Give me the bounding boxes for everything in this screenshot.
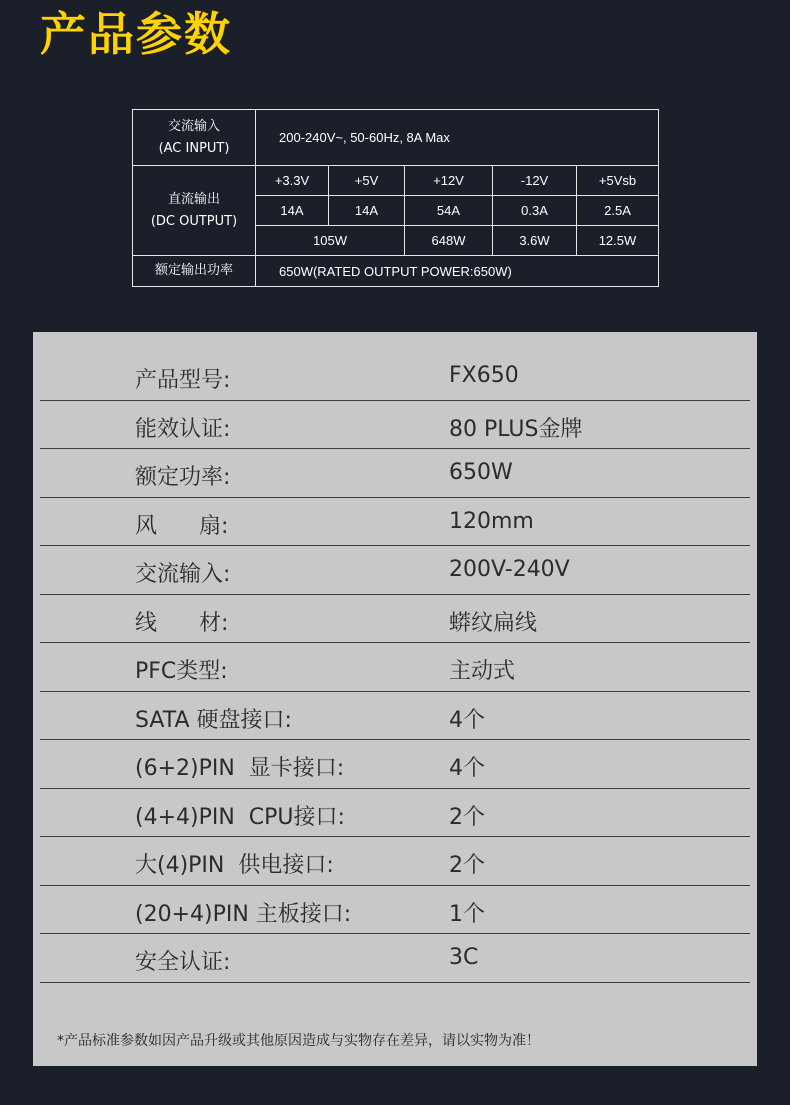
param-value: 蟒纹扁线 — [449, 610, 538, 636]
dc-current-cell: 14A — [329, 196, 405, 226]
dc-power-cell: 3.6W — [493, 226, 577, 256]
param-value: 80 PLUS金牌 — [449, 416, 583, 442]
param-value: 4个 — [449, 756, 485, 781]
param-row — [40, 886, 750, 935]
dc-output-label-en: (DC OUTPUT) — [150, 213, 238, 229]
param-label: 安全认证: — [135, 950, 231, 975]
param-row — [40, 498, 750, 547]
param-label: (6+2)PIN 显卡接口: — [135, 756, 345, 781]
param-value: 120mm — [449, 508, 534, 534]
dc-voltage-cell: -12V — [493, 166, 577, 196]
rated-power-row — [133, 256, 659, 287]
param-value: 主动式 — [449, 659, 516, 684]
rated-power-label: 额定输出功率 — [133, 256, 256, 287]
dc-power-cell: 12.5W — [577, 226, 659, 256]
ac-input-label-en: (AC INPUT) — [158, 140, 230, 156]
dc-voltage-cell: +12V — [405, 166, 493, 196]
ac-input-header — [133, 110, 256, 166]
dc-power-cell: 105W — [256, 226, 405, 256]
param-label: 大(4)PIN 供电接口: — [135, 853, 334, 878]
dc-output-header — [133, 166, 256, 256]
param-label: 产品型号: — [135, 368, 231, 393]
param-row — [40, 352, 750, 401]
param-label: 额定功率: — [135, 465, 231, 490]
param-row — [40, 837, 750, 886]
ac-input-label-cn: 交流输入 — [167, 118, 220, 134]
dc-voltage-cell: +5Vsb — [577, 166, 659, 196]
power-spec-table — [132, 109, 659, 287]
param-row — [40, 643, 750, 692]
ac-input-row — [133, 110, 659, 166]
param-value: 650W — [449, 460, 513, 485]
param-value: 1个 — [449, 901, 485, 927]
param-value: FX650 — [449, 363, 519, 388]
param-label: (20+4)PIN 主板接口: — [135, 901, 352, 927]
dc-current-cell: 14A — [256, 196, 329, 226]
param-row — [40, 401, 750, 450]
param-value: 4个 — [449, 707, 485, 733]
ac-input-value: 200-240V~, 50-60Hz, 8A Max — [256, 110, 659, 166]
param-label: 能效认证: — [135, 416, 231, 442]
param-row — [40, 595, 750, 644]
param-label: 交流输入: — [135, 562, 231, 587]
footnote: *产品标准参数如因产品升级或其他原因造成与实物存在差异，请以实物为准！ — [57, 1033, 540, 1049]
param-value: 3C — [449, 945, 479, 970]
param-row — [40, 546, 750, 595]
param-row — [40, 740, 750, 789]
dc-voltage-cell: +3.3V — [256, 166, 329, 196]
param-label: 线 材: — [135, 610, 229, 636]
params-list — [40, 352, 750, 983]
param-label: 风 扇: — [135, 513, 229, 539]
param-row — [40, 449, 750, 498]
param-row — [40, 789, 750, 838]
param-value: 2个 — [449, 804, 485, 830]
param-row — [40, 934, 750, 983]
dc-voltage-cell: +5V — [329, 166, 405, 196]
page-title: 产品参数 — [40, 7, 232, 61]
param-row — [40, 692, 750, 741]
param-label: (4+4)PIN CPU接口: — [135, 804, 345, 830]
dc-current-cell: 2.5A — [577, 196, 659, 226]
rated-power-value: 650W(RATED OUTPUT POWER:650W) — [256, 256, 659, 287]
param-label: PFC类型: — [135, 659, 228, 684]
param-label: SATA 硬盘接口: — [135, 707, 292, 733]
dc-voltage-row — [133, 166, 659, 196]
product-params-panel — [33, 332, 757, 1066]
dc-current-cell: 0.3A — [493, 196, 577, 226]
param-value: 2个 — [449, 853, 485, 878]
dc-output-label-cn: 直流输出 — [167, 191, 220, 207]
param-value: 200V-240V — [449, 557, 570, 582]
dc-current-cell: 54A — [405, 196, 493, 226]
dc-power-cell: 648W — [405, 226, 493, 256]
